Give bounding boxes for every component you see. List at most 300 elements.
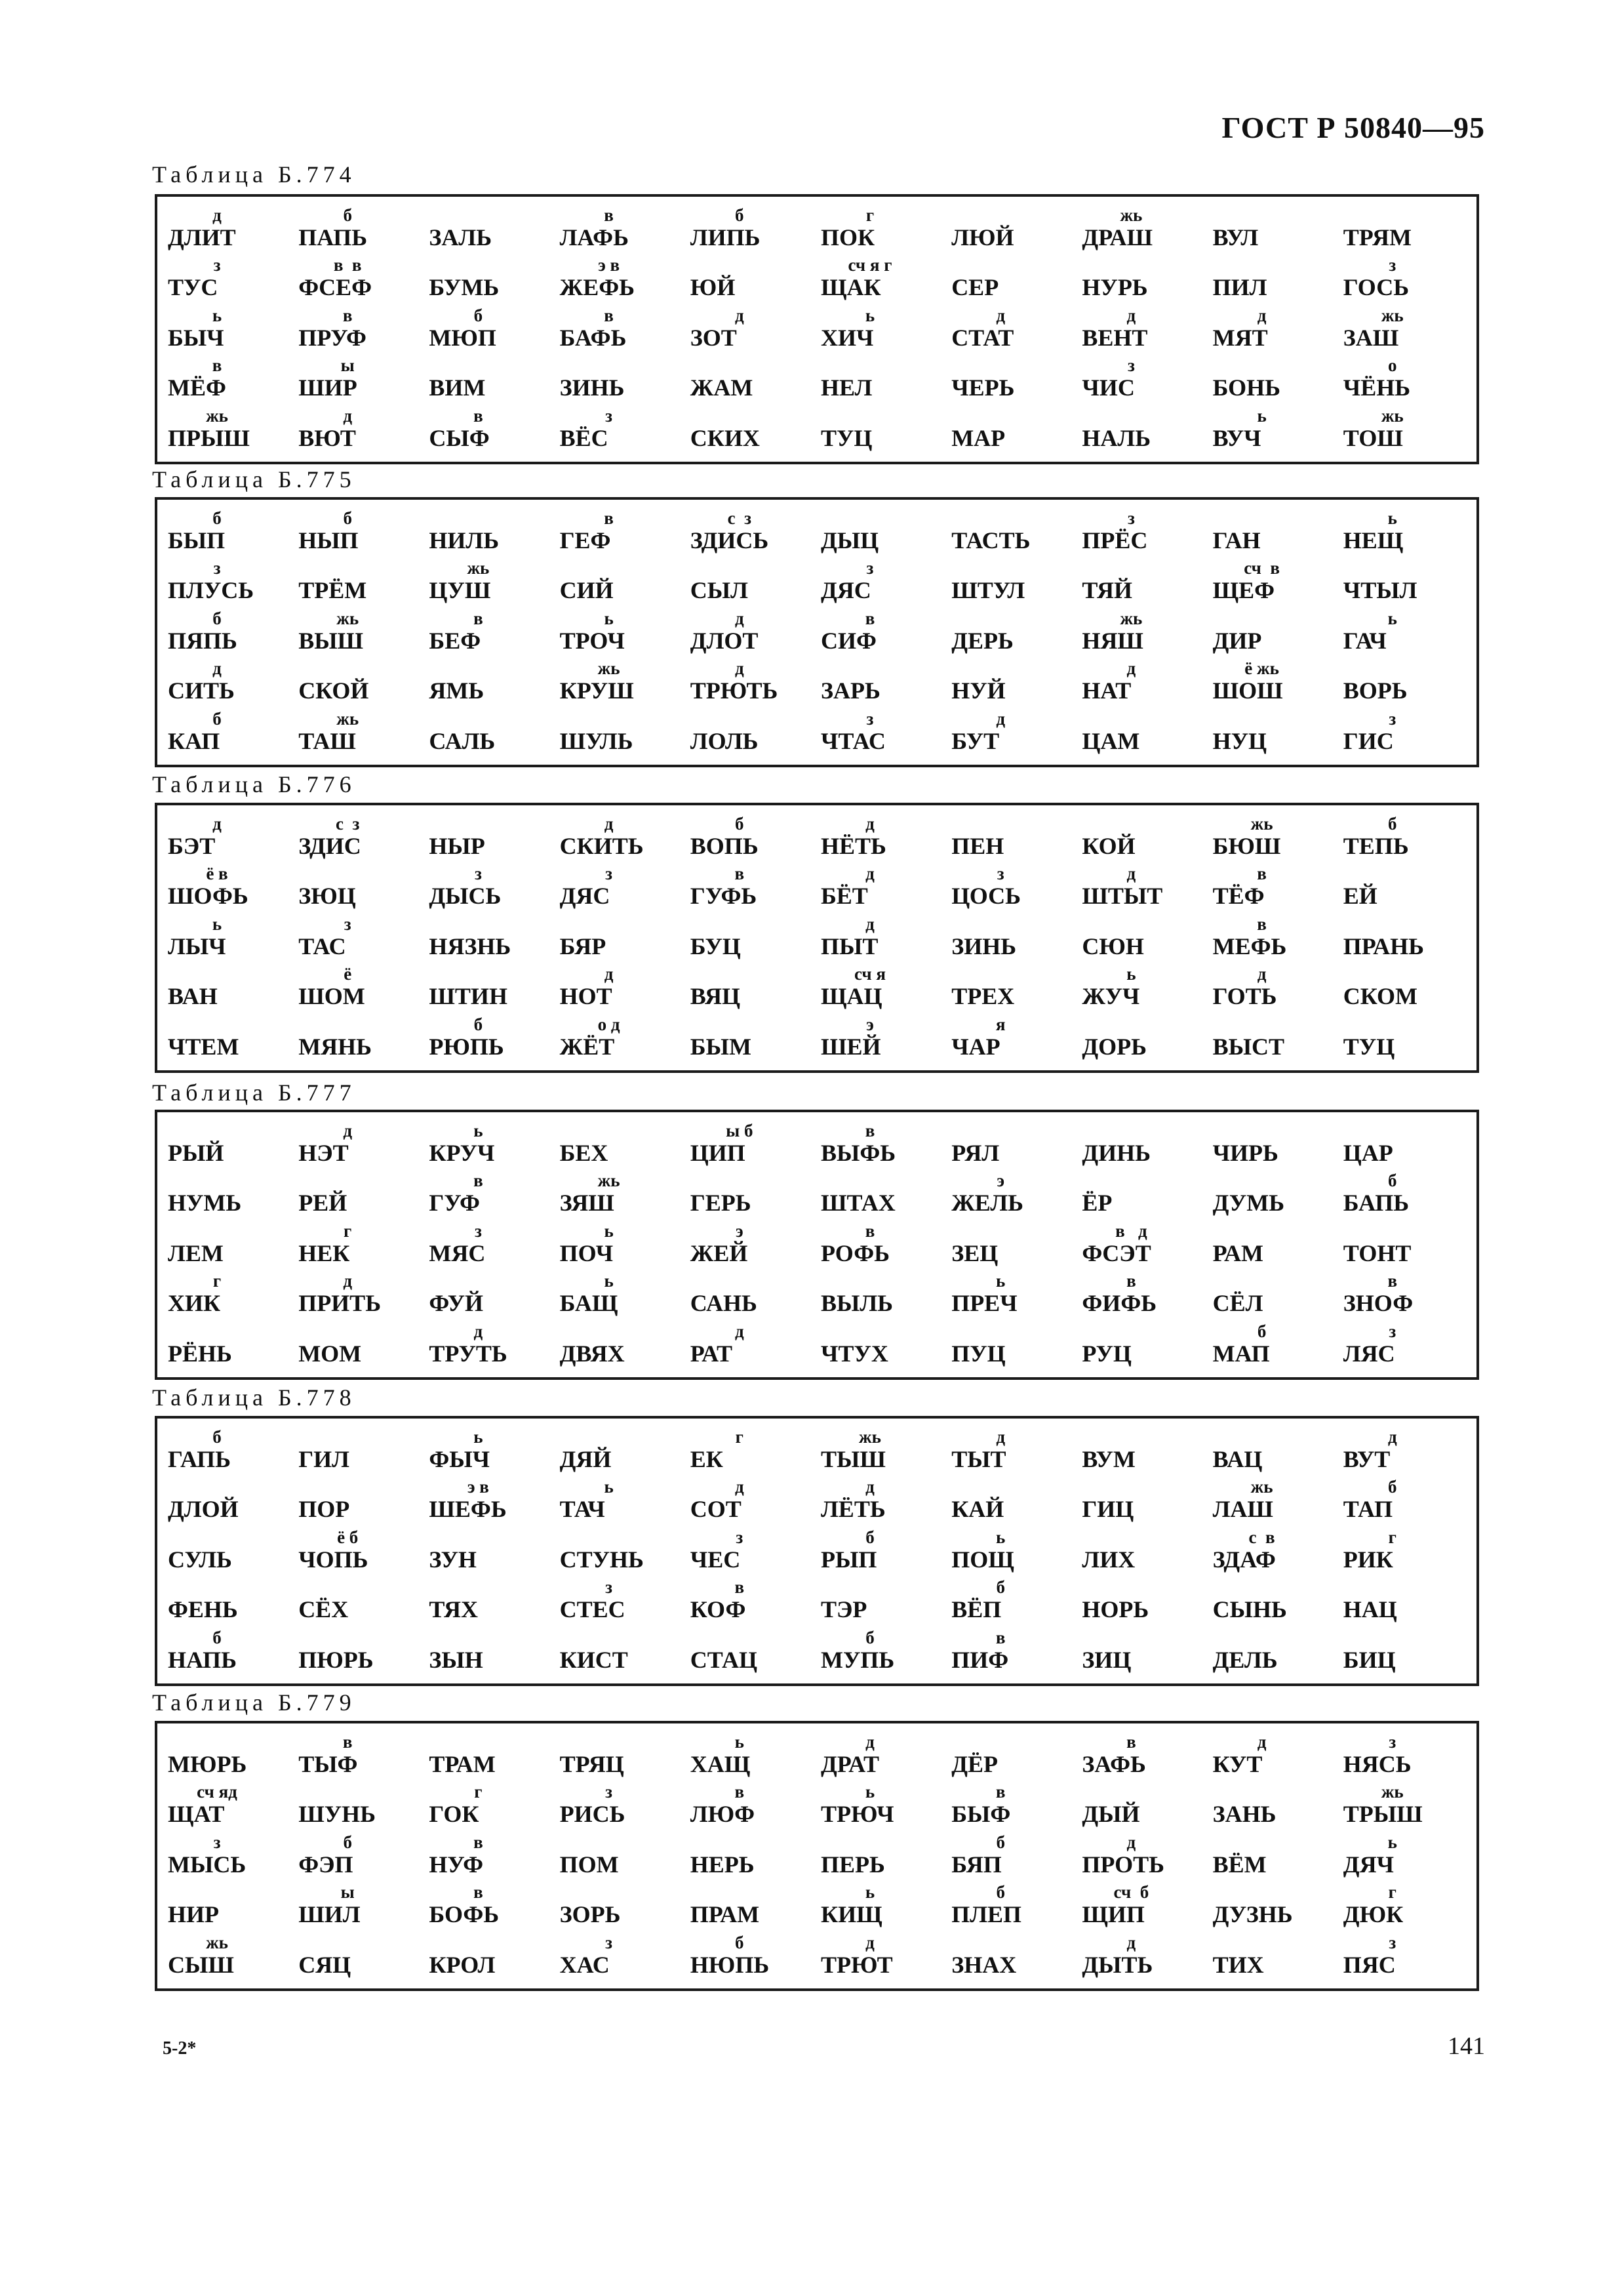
cell-word: МЮП xyxy=(429,324,496,351)
table-cell xyxy=(817,864,947,914)
table-cell xyxy=(294,1478,425,1527)
cell-superscript: з xyxy=(1389,1732,1396,1752)
table-cell xyxy=(817,1428,947,1478)
cell-superscript: жь xyxy=(859,1427,881,1447)
cell-superscript: э в xyxy=(467,1477,489,1497)
cell-word: ПОЧ xyxy=(559,1239,614,1266)
cell-word: ТРЫШ xyxy=(1343,1801,1423,1828)
table-cell xyxy=(294,1015,425,1065)
cell-superscript: д xyxy=(734,1477,744,1497)
cell-word: ЧАР xyxy=(951,1033,1000,1060)
page-number: 141 xyxy=(1448,2032,1485,2060)
cell-superscript: в xyxy=(734,1577,745,1598)
cell-word: ЗЫН xyxy=(429,1646,483,1673)
table-cell xyxy=(164,710,294,759)
table-cell xyxy=(947,559,1078,609)
cell-word: ФЕНЬ xyxy=(168,1596,238,1623)
table-cell xyxy=(1209,206,1339,256)
cell-word: ДРАТ xyxy=(820,1751,879,1777)
table-cell xyxy=(1209,710,1339,759)
cell-word: ЗАФЬ xyxy=(1082,1751,1146,1777)
cell-word: БЫЧ xyxy=(168,324,224,351)
table-cell xyxy=(1339,659,1470,709)
table-cell xyxy=(294,1833,425,1883)
cell-word: ТРЕХ xyxy=(951,983,1015,1010)
table-cell xyxy=(164,509,294,559)
table-cell xyxy=(1209,407,1339,456)
table-cell xyxy=(686,1628,817,1678)
table-caption: Таблица Б.776 xyxy=(152,771,356,797)
table-cell xyxy=(1209,1578,1339,1628)
table-cell xyxy=(686,965,817,1015)
cell-word: ТУС xyxy=(168,274,218,301)
table-cell xyxy=(164,1222,294,1272)
table-cell xyxy=(164,815,294,864)
cell-word: ТАШ xyxy=(298,727,356,754)
table-cell xyxy=(556,1578,686,1628)
cell-word: ЗОРЬ xyxy=(559,1901,621,1928)
cell-superscript: в xyxy=(995,1782,1006,1802)
table-cell xyxy=(1209,1222,1339,1272)
syllable-table xyxy=(155,803,1479,1073)
table-cell xyxy=(817,1782,947,1832)
cell-superscript: з xyxy=(605,1782,613,1802)
cell-word: ЩИП xyxy=(1082,1901,1145,1928)
cell-superscript: в xyxy=(604,205,614,225)
cell-word: НИЛЬ xyxy=(429,527,500,554)
cell-superscript: б xyxy=(212,1427,222,1447)
syllable-table xyxy=(155,1721,1479,1991)
table-cell xyxy=(556,915,686,965)
table-cell xyxy=(294,256,425,306)
cell-word: ЗНОФ xyxy=(1343,1290,1414,1317)
table-cell xyxy=(164,1272,294,1321)
cell-word: НАТ xyxy=(1082,677,1132,704)
cell-word: САЛЬ xyxy=(429,727,496,754)
table-cell xyxy=(947,710,1078,759)
cell-word: НЕЩ xyxy=(1343,527,1404,554)
cell-word: ДЕЛЬ xyxy=(1212,1646,1278,1673)
cell-superscript: з xyxy=(474,1220,482,1241)
table-cell xyxy=(686,659,817,709)
cell-word: БУЦ xyxy=(690,933,741,959)
cell-word: ЦОСЬ xyxy=(951,883,1021,910)
footer-sheet-mark: 5-2* xyxy=(163,2038,197,2059)
table-cell xyxy=(294,1322,425,1372)
table-cell xyxy=(947,1015,1078,1065)
table-cell xyxy=(686,1121,817,1171)
cell-word: НЕЛ xyxy=(820,374,873,401)
cell-word: ВУЛ xyxy=(1212,224,1259,251)
cell-word: ШТИН xyxy=(429,983,507,1010)
table-cell xyxy=(556,965,686,1015)
cell-superscript: в xyxy=(212,355,222,376)
cell-word: ШУЛЬ xyxy=(559,727,633,754)
table-cell xyxy=(1209,915,1339,965)
table-cell xyxy=(556,509,686,559)
table-cell xyxy=(947,1222,1078,1272)
cell-word: ЖАМ xyxy=(690,374,753,401)
cell-word: КУТ xyxy=(1212,1751,1263,1777)
cell-superscript: д xyxy=(1257,964,1267,984)
table-cell xyxy=(556,1015,686,1065)
table-cell xyxy=(947,1933,1078,1983)
table-cell xyxy=(686,710,817,759)
cell-superscript: з xyxy=(605,864,613,884)
table-cell xyxy=(817,1272,947,1321)
cell-superscript: з xyxy=(605,1577,613,1598)
cell-superscript: ь xyxy=(865,305,875,325)
table-cell xyxy=(1078,407,1208,456)
cell-word: ПЛЕП xyxy=(951,1901,1022,1928)
table-cell xyxy=(425,1171,555,1221)
table-cell xyxy=(1339,965,1470,1015)
table-cell xyxy=(294,710,425,759)
table-cell xyxy=(294,815,425,864)
table-cell xyxy=(947,356,1078,406)
cell-word: СЁЛ xyxy=(1212,1290,1263,1317)
table-cell xyxy=(294,306,425,356)
cell-superscript: д xyxy=(212,658,222,679)
cell-word: КАЙ xyxy=(951,1496,1004,1523)
cell-word: ТРЁМ xyxy=(298,577,367,604)
table-cell xyxy=(1209,509,1339,559)
cell-word: ТИХ xyxy=(1212,1951,1264,1978)
cell-superscript: д xyxy=(1257,305,1267,325)
table-cell xyxy=(686,256,817,306)
cell-word: ТЯЙ xyxy=(1082,577,1133,604)
table-cell xyxy=(164,256,294,306)
table-cell xyxy=(817,1733,947,1782)
table-cell xyxy=(425,1272,555,1321)
cell-word: МЯНЬ xyxy=(298,1033,372,1060)
cell-word: ПЯС xyxy=(1343,1951,1396,1978)
cell-word: ЩАТ xyxy=(168,1801,225,1828)
cell-word: ТЭР xyxy=(820,1596,867,1623)
cell-word: ШИР xyxy=(298,374,357,401)
table-cell xyxy=(294,1428,425,1478)
cell-word: НЭТ xyxy=(298,1140,349,1166)
cell-word: НЕК xyxy=(298,1239,350,1266)
cell-word: ЁР xyxy=(1082,1190,1113,1217)
table-cell xyxy=(1209,306,1339,356)
cell-word: ПРИТЬ xyxy=(298,1290,381,1317)
table-cell xyxy=(556,1428,686,1478)
cell-superscript: б xyxy=(212,508,222,528)
table-cell xyxy=(294,1933,425,1983)
table-cell xyxy=(294,509,425,559)
cell-word: ДЛОЙ xyxy=(168,1496,239,1523)
cell-superscript: я xyxy=(995,1014,1006,1034)
table-cell xyxy=(686,1171,817,1221)
table-cell xyxy=(1209,1782,1339,1832)
cell-word: СТУНЬ xyxy=(559,1546,644,1573)
cell-superscript: д xyxy=(1257,1732,1267,1752)
cell-word: ПРЕЧ xyxy=(951,1290,1018,1317)
table-cell xyxy=(556,1733,686,1782)
cell-word: ЯМЬ xyxy=(429,677,485,704)
table-cell xyxy=(1339,1171,1470,1221)
cell-superscript: в в xyxy=(333,255,362,275)
table-cell xyxy=(1339,559,1470,609)
cell-word: ГЕФ xyxy=(559,527,611,554)
syllable-table xyxy=(155,1416,1479,1686)
table-cell xyxy=(164,1478,294,1527)
cell-word: СИФ xyxy=(820,627,877,654)
table-cell xyxy=(425,1782,555,1832)
cell-word: БЫФ xyxy=(951,1801,1011,1828)
cell-word: ЖЁТ xyxy=(559,1033,615,1060)
cell-word: ХИК xyxy=(168,1290,221,1317)
table-cell xyxy=(1339,1272,1470,1321)
cell-superscript: в д xyxy=(1115,1220,1147,1241)
cell-word: ФУЙ xyxy=(429,1290,483,1317)
table-cell xyxy=(164,1015,294,1065)
cell-word: НЕРЬ xyxy=(690,1851,755,1878)
cell-word: РЫП xyxy=(820,1546,877,1573)
cell-word: НИР xyxy=(168,1901,219,1928)
table-cell xyxy=(425,1015,555,1065)
table-grid xyxy=(164,1121,1470,1372)
cell-word: ТАС xyxy=(298,933,346,959)
cell-superscript: сч в xyxy=(1244,558,1280,578)
cell-word: ПОК xyxy=(820,224,875,251)
table-cell xyxy=(1209,256,1339,306)
cell-superscript: д xyxy=(996,305,1006,325)
cell-superscript: э xyxy=(866,1014,874,1034)
table-cell xyxy=(686,306,817,356)
table-cell xyxy=(556,407,686,456)
table-cell xyxy=(294,965,425,1015)
table-cell xyxy=(1209,559,1339,609)
table-cell xyxy=(686,407,817,456)
cell-word: ВЯЦ xyxy=(690,983,741,1010)
cell-superscript: с в xyxy=(1248,1527,1275,1547)
table-cell xyxy=(1078,1782,1208,1832)
cell-word: ГУФЬ xyxy=(690,883,757,910)
cell-superscript: в xyxy=(473,1882,483,1903)
table-cell xyxy=(947,1628,1078,1678)
table-cell xyxy=(947,659,1078,709)
table-cell xyxy=(1339,1015,1470,1065)
table-cell xyxy=(164,356,294,406)
cell-superscript: о xyxy=(1388,355,1397,376)
cell-word: ТРЮЧ xyxy=(820,1801,894,1828)
cell-word: НУЙ xyxy=(951,677,1006,704)
cell-word: ЛАШ xyxy=(1212,1496,1273,1523)
cell-word: БЯР xyxy=(559,933,606,959)
table-cell xyxy=(1078,1428,1208,1478)
cell-superscript: ь xyxy=(1126,964,1136,984)
cell-superscript: жь xyxy=(467,558,490,578)
table-cell xyxy=(947,1121,1078,1171)
cell-superscript: г xyxy=(1388,1527,1396,1547)
cell-word: ТРЮТ xyxy=(820,1951,893,1978)
cell-word: ЗАНЬ xyxy=(1212,1801,1277,1828)
table-cell xyxy=(1078,1222,1208,1272)
table-cell xyxy=(1339,815,1470,864)
cell-word: ЛЮЙ xyxy=(951,224,1014,251)
cell-superscript: д xyxy=(1126,305,1136,325)
cell-word: ЮЙ xyxy=(690,274,736,301)
cell-word: ГУФ xyxy=(429,1190,480,1217)
cell-word: СТАТ xyxy=(951,324,1014,351)
cell-word: ТРЯЦ xyxy=(559,1751,624,1777)
cell-superscript: в xyxy=(865,608,875,628)
cell-word: ЛЮФ xyxy=(690,1801,755,1828)
cell-superscript: ь xyxy=(1387,1832,1397,1852)
cell-word: БЕХ xyxy=(559,1140,608,1166)
cell-superscript: в xyxy=(342,1732,353,1752)
table-cell xyxy=(294,356,425,406)
cell-superscript: д xyxy=(473,1321,483,1341)
cell-superscript: ы xyxy=(340,355,355,376)
cell-word: ТУЦ xyxy=(820,424,873,451)
table-cell xyxy=(686,1782,817,1832)
cell-word: ДЛИТ xyxy=(168,224,236,251)
cell-word: СЫНЬ xyxy=(1212,1596,1287,1623)
cell-superscript: д xyxy=(865,1477,875,1497)
table-cell xyxy=(294,1628,425,1678)
cell-superscript: б xyxy=(473,1014,483,1034)
cell-superscript: ё xyxy=(344,964,352,984)
table-cell xyxy=(294,1222,425,1272)
cell-superscript: сч я xyxy=(854,964,886,984)
cell-superscript: жь xyxy=(1250,814,1273,834)
cell-superscript: з xyxy=(866,558,874,578)
cell-word: ТОШ xyxy=(1343,424,1403,451)
table-cell xyxy=(686,1883,817,1933)
table-cell xyxy=(1209,1478,1339,1527)
cell-word: БАЩ xyxy=(559,1290,618,1317)
cell-superscript: жь xyxy=(1250,1477,1273,1497)
table-cell xyxy=(947,1833,1078,1883)
cell-superscript: ь xyxy=(604,1477,614,1497)
cell-word: ВОРЬ xyxy=(1343,677,1408,704)
cell-superscript: ь xyxy=(604,1271,614,1291)
table-cell xyxy=(1339,1528,1470,1578)
syllable-table xyxy=(155,194,1479,464)
cell-word: МЯС xyxy=(429,1239,486,1266)
cell-word: ГИЛ xyxy=(298,1446,349,1472)
cell-word: СЯЦ xyxy=(298,1951,351,1978)
cell-word: ЖЕЙ xyxy=(690,1239,748,1266)
cell-word: НУРЬ xyxy=(1082,274,1148,301)
cell-word: ЩЕФ xyxy=(1212,577,1275,604)
table-cell xyxy=(947,1428,1078,1478)
table-cell xyxy=(164,1528,294,1578)
cell-word: СОТ xyxy=(690,1496,742,1523)
table-cell xyxy=(556,815,686,864)
cell-word: ЗДИС xyxy=(298,833,361,859)
table-cell xyxy=(947,1883,1078,1933)
cell-word: БАФЬ xyxy=(559,324,627,351)
cell-superscript: ь xyxy=(604,1220,614,1241)
table-cell xyxy=(294,609,425,659)
cell-word: ЛЁТЬ xyxy=(820,1496,886,1523)
cell-superscript: ы б xyxy=(726,1121,753,1140)
cell-superscript: жь xyxy=(336,708,359,729)
cell-superscript: жь xyxy=(1381,405,1404,426)
table-cell xyxy=(947,1528,1078,1578)
table-cell xyxy=(947,1478,1078,1527)
cell-superscript: с з xyxy=(727,508,751,528)
cell-word: ВУТ xyxy=(1343,1446,1391,1472)
table-cell xyxy=(1339,1322,1470,1372)
cell-word: КОФ xyxy=(690,1596,746,1623)
cell-superscript: ё б xyxy=(337,1527,359,1547)
cell-word: ЗУН xyxy=(429,1546,477,1573)
table-cell xyxy=(947,1733,1078,1782)
cell-superscript: ь xyxy=(473,1427,483,1447)
cell-word: ЧТЕМ xyxy=(168,1033,239,1060)
cell-superscript: сч яд xyxy=(197,1782,237,1802)
cell-word: ДЯЧ xyxy=(1343,1851,1394,1878)
cell-word: ПРАМ xyxy=(690,1901,760,1928)
cell-superscript: б xyxy=(343,1832,352,1852)
cell-superscript: ь xyxy=(865,1882,875,1903)
cell-word: ВЫФЬ xyxy=(820,1140,896,1166)
cell-superscript: в xyxy=(342,305,353,325)
table-grid xyxy=(164,509,1470,759)
cell-word: ЗЯШ xyxy=(559,1190,614,1217)
table-cell xyxy=(164,407,294,456)
table-cell xyxy=(556,609,686,659)
table-cell xyxy=(1078,864,1208,914)
cell-word: РАТ xyxy=(690,1340,733,1367)
cell-word: ЦИП xyxy=(690,1140,745,1166)
cell-word: ПРЫШ xyxy=(168,424,250,451)
table-grid xyxy=(164,206,1470,456)
cell-word: ЕК xyxy=(690,1446,723,1472)
table-grid xyxy=(164,1428,1470,1678)
cell-word: ТРАМ xyxy=(429,1751,496,1777)
cell-word: МЫСЬ xyxy=(168,1851,247,1878)
cell-superscript: в xyxy=(1126,1271,1136,1291)
table-cell xyxy=(1209,1933,1339,1983)
table-cell xyxy=(947,864,1078,914)
cell-word: НУФ xyxy=(429,1851,484,1878)
cell-superscript: б xyxy=(212,608,222,628)
cell-word: ПЯПЬ xyxy=(168,627,237,654)
cell-word: БУМЬ xyxy=(429,274,500,301)
table-cell xyxy=(686,1015,817,1065)
cell-word: ТЕПЬ xyxy=(1343,833,1409,859)
table-cell xyxy=(294,659,425,709)
cell-word: ЖЕФЬ xyxy=(559,274,635,301)
cell-superscript: д xyxy=(212,205,222,225)
cell-word: КРУШ xyxy=(559,677,634,704)
table-cell xyxy=(1209,609,1339,659)
table-cell xyxy=(425,915,555,965)
cell-superscript: с з xyxy=(336,814,360,834)
table-cell xyxy=(947,206,1078,256)
cell-word: НОРЬ xyxy=(1082,1596,1149,1623)
cell-superscript: в xyxy=(1126,1732,1136,1752)
cell-superscript: з xyxy=(213,1832,221,1852)
cell-superscript: в xyxy=(1387,1271,1398,1291)
cell-superscript: б xyxy=(1257,1321,1267,1341)
cell-superscript: з xyxy=(866,708,874,729)
table-cell xyxy=(1078,1171,1208,1221)
cell-word: БИЦ xyxy=(1343,1646,1396,1673)
cell-superscript: д xyxy=(343,405,353,426)
cell-superscript: ё в xyxy=(206,864,228,884)
cell-word: ГИЦ xyxy=(1082,1496,1134,1523)
cell-word: МОМ xyxy=(298,1340,362,1367)
cell-word: ЗЕЦ xyxy=(951,1239,999,1266)
cell-word: ЗДАФ xyxy=(1212,1546,1276,1573)
